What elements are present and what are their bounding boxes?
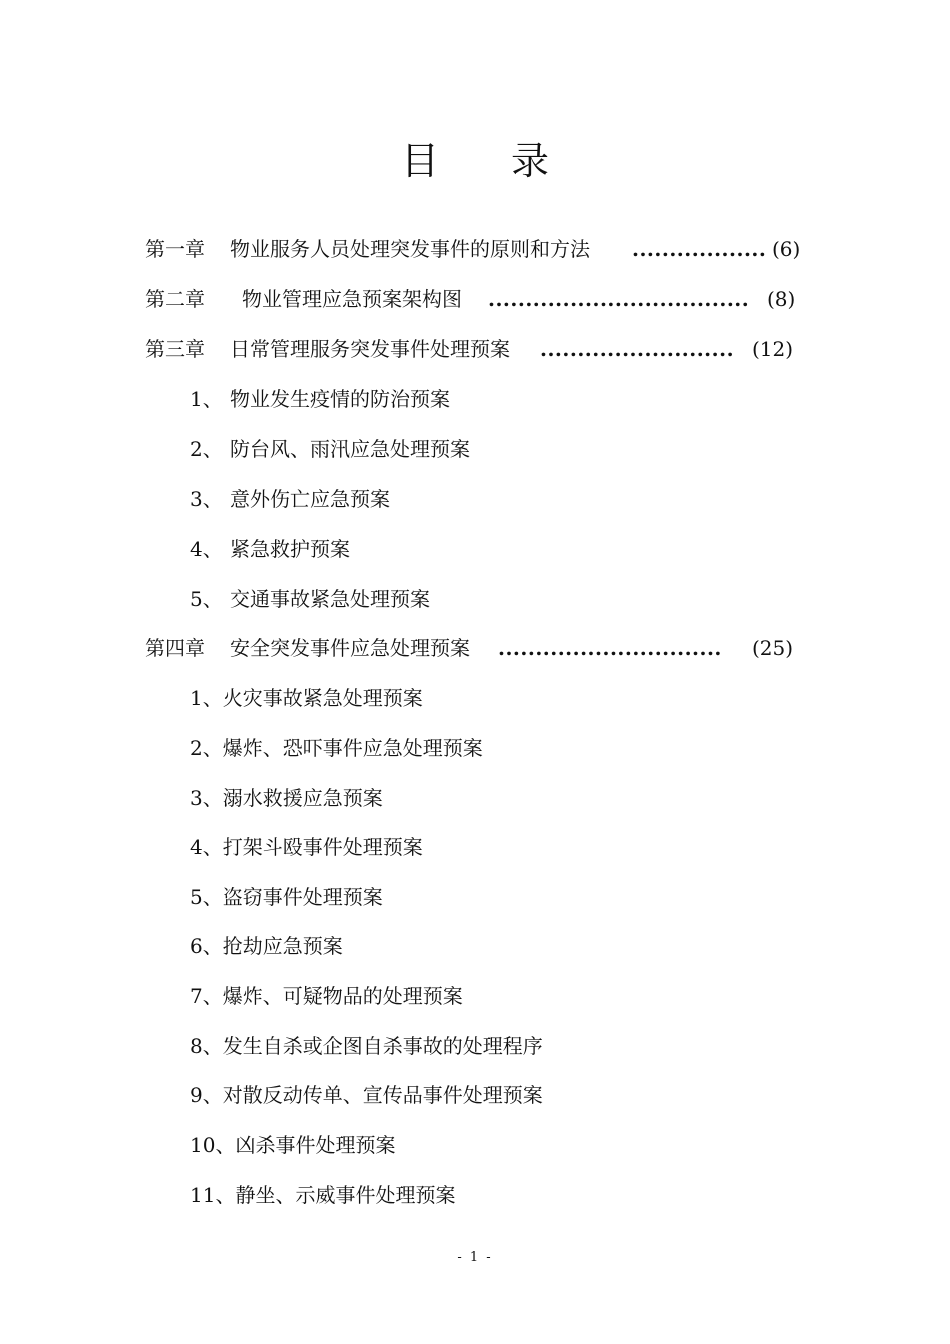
subentry-number: 2、 <box>190 437 223 461</box>
toc-subentry[interactable] <box>0 783 950 813</box>
subentry-title: 10、凶杀事件处理预案 <box>190 1133 396 1157</box>
chapter-label: 第三章 <box>145 337 205 361</box>
subentry-title: 物业发生疫情的防治预案 <box>230 387 450 411</box>
toc-subentry[interactable] <box>0 1031 950 1061</box>
chapter-label: 第一章 <box>145 237 205 261</box>
page-ref: (25) <box>752 636 794 660</box>
subentry-title: 5、盗窃事件处理预案 <box>190 885 383 909</box>
toc-subentry[interactable] <box>0 434 950 464</box>
page-ref: (6) <box>772 237 801 261</box>
toc-entry-chapter-4[interactable] <box>0 633 950 663</box>
toc-entry-chapter-1[interactable] <box>0 234 950 264</box>
page-ref: (12) <box>752 337 794 361</box>
chapter-label: 第四章 <box>145 636 205 660</box>
chapter-title: 物业管理应急预案架构图 <box>242 287 462 311</box>
toc-subentry[interactable] <box>0 832 950 862</box>
subentry-title: 防台风、雨汛应急处理预案 <box>230 437 470 461</box>
toc-leader-dots: .............................. <box>498 636 722 660</box>
subentry-title: 紧急救护预案 <box>230 537 350 561</box>
toc-subentry[interactable] <box>0 534 950 564</box>
toc-subentry[interactable] <box>0 1080 950 1110</box>
chapter-label: 第二章 <box>145 287 205 311</box>
subentry-number: 1、 <box>190 387 223 411</box>
subentry-title: 意外伤亡应急预案 <box>230 487 390 511</box>
subentry-title: 9、对散反动传单、宣传品事件处理预案 <box>190 1083 543 1107</box>
toc-subentry[interactable] <box>0 733 950 763</box>
toc-leader-dots: .................. <box>632 237 767 261</box>
subentry-number: 5、 <box>190 587 223 611</box>
toc-entry-chapter-3[interactable] <box>0 334 950 364</box>
toc-leader-dots: .......................... <box>540 337 735 361</box>
subentry-title: 6、抢劫应急预案 <box>190 934 343 958</box>
chapter-title: 日常管理服务突发事件处理预案 <box>230 337 510 361</box>
subentry-title: 2、爆炸、恐吓事件应急处理预案 <box>190 736 483 760</box>
subentry-number: 3、 <box>190 487 223 511</box>
chapter-title: 物业服务人员处理突发事件的原则和方法 <box>230 237 590 261</box>
toc-entry-chapter-2[interactable] <box>0 284 950 314</box>
subentry-title: 4、打架斗殴事件处理预案 <box>190 835 423 859</box>
subentry-title: 8、发生自杀或企图自杀事故的处理程序 <box>190 1034 543 1058</box>
toc-subentry[interactable] <box>0 584 950 614</box>
toc-subentry[interactable] <box>0 384 950 414</box>
page-ref: (8) <box>767 287 796 311</box>
toc-subentry[interactable] <box>0 1180 950 1210</box>
toc-subentry[interactable] <box>0 931 950 961</box>
subentry-number: 4、 <box>190 537 223 561</box>
toc-subentry[interactable] <box>0 1130 950 1160</box>
subentry-title: 7、爆炸、可疑物品的处理预案 <box>190 984 463 1008</box>
toc-leader-dots: ................................... <box>488 287 750 311</box>
toc-title: 目 录 <box>400 139 580 183</box>
subentry-title: 3、溺水救援应急预案 <box>190 786 383 810</box>
toc-subentry[interactable] <box>0 882 950 912</box>
chapter-title: 安全突发事件应急处理预案 <box>230 636 470 660</box>
subentry-title: 11、静坐、示威事件处理预案 <box>190 1183 456 1207</box>
page-number: - 1 - <box>457 1250 493 1265</box>
subentry-title: 交通事故紧急处理预案 <box>230 587 430 611</box>
toc-subentry[interactable] <box>0 981 950 1011</box>
subentry-title: 1、火灾事故紧急处理预案 <box>190 686 423 710</box>
toc-subentry[interactable] <box>0 683 950 713</box>
toc-subentry[interactable] <box>0 484 950 514</box>
